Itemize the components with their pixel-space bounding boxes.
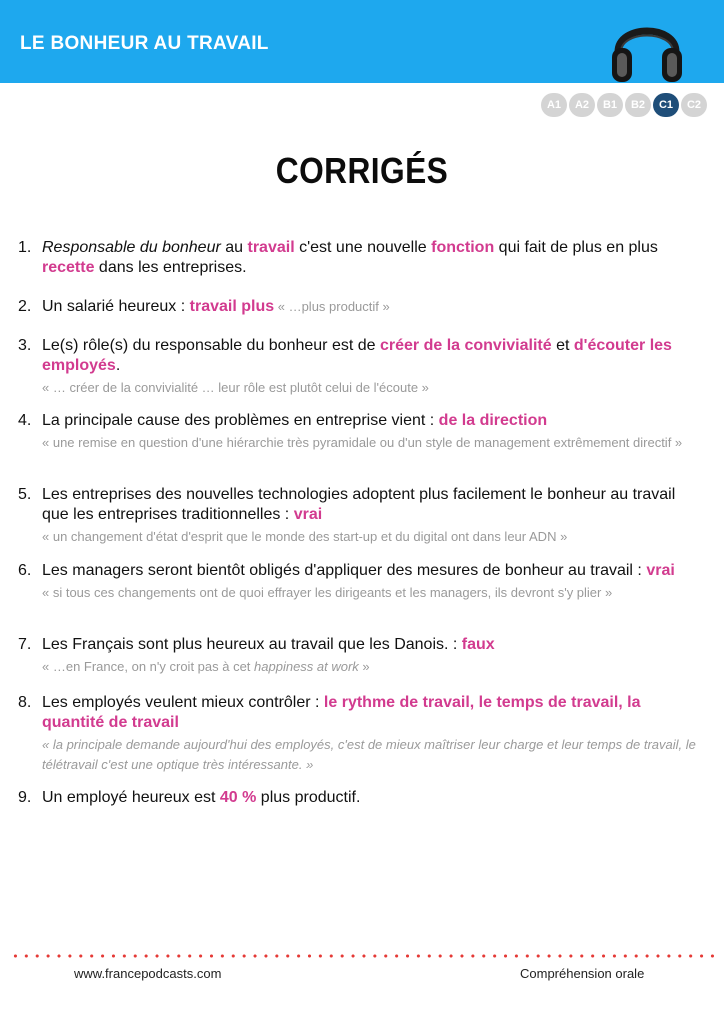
headphones-icon <box>608 8 686 86</box>
footer-section: Compréhension orale <box>520 966 645 981</box>
item-number: 5. <box>18 486 32 503</box>
item-text <box>42 411 706 453</box>
page-header <box>0 0 724 83</box>
item-text <box>42 788 706 808</box>
item-number: 2. <box>18 298 32 315</box>
level-badge: B1 <box>597 93 623 117</box>
level-badge: B2 <box>625 93 651 117</box>
item-text <box>42 238 706 278</box>
header-title: LE BONHEUR AU TRAVAIL <box>20 33 269 54</box>
item-text-part: Les entreprises des nouvelles technologies adoptent plus facilement le bonheur au travail que les entreprises traditionnelles : <box>42 486 676 523</box>
item-text-part: Les employés veulent mieux contrôler : <box>42 694 324 711</box>
item-text <box>42 635 706 677</box>
item-number: 8. <box>18 694 32 711</box>
level-badge: A1 <box>541 93 567 117</box>
item-text <box>42 297 706 317</box>
item-text <box>42 561 706 603</box>
quote-excerpt: « la principale demande aujourd'hui des employés, c'est de mieux maîtriser leur charge et leur temps de travail, le télétravail c'est une optique très intéressante. » <box>42 737 696 772</box>
answer-highlight: 40 % <box>219 789 257 806</box>
quote-excerpt: « … créer de la convivialité … leur rôle est plutôt celui de l'écoute » <box>42 380 429 395</box>
item-text-part: Un employé heureux est <box>42 789 220 806</box>
quote-part: » <box>358 659 370 674</box>
item-text-part: au <box>220 239 248 256</box>
quote-excerpt: « si tous ces changements ont de quoi effrayer les dirigeants et les managers, ils devront s'y plier » <box>42 585 613 600</box>
answer-highlight: vrai <box>646 562 675 579</box>
footer-divider <box>10 953 714 959</box>
answer-highlight: faux <box>461 636 495 653</box>
answer-highlight: le rythme de travail, le temps de travail, la quantité de travail <box>42 694 641 731</box>
item-text-part: Les managers seront bientôt obligés d'appliquer des mesures de bonheur au travail : <box>42 562 647 579</box>
quote-excerpt: « une remise en question d'une hiérarchie très pyramidale ou d'un style de management extrêmement directif » <box>42 435 683 450</box>
item-text-part: Responsable du bonheur <box>42 239 221 256</box>
page-title: CORRIGÉS <box>275 150 449 191</box>
answer-highlight: vrai <box>293 506 323 523</box>
answer-highlight: fonction <box>431 239 495 256</box>
item-text-part: Le(s) rôle(s) du responsable du bonheur est de <box>42 337 380 354</box>
answer-highlight: d'écouter les employés <box>42 337 672 374</box>
item-text <box>42 693 706 775</box>
item-text <box>42 485 706 547</box>
answer-highlight: de la direction <box>438 412 548 429</box>
item-number: 3. <box>18 337 32 354</box>
item-text-part: La principale cause des problèmes en entreprise vient : <box>42 412 439 429</box>
item-text-part: qui fait de plus en plus <box>494 239 658 256</box>
item-text-part: plus productif. <box>256 789 361 806</box>
footer-website: www.francepodcasts.com <box>74 966 222 981</box>
item-number: 1. <box>18 239 32 256</box>
answer-highlight: travail plus <box>189 298 275 315</box>
quote-part: « …en France, on n'y croit pas à cet <box>42 659 255 674</box>
quote-excerpt <box>42 657 706 677</box>
answer-highlight: créer de la convivialité <box>379 337 552 354</box>
level-badge: A2 <box>569 93 595 117</box>
item-text-part: et <box>551 337 574 354</box>
level-badge: C2 <box>681 93 707 117</box>
quote-excerpt: « …plus productif » <box>274 299 390 314</box>
item-text-part: . <box>115 357 121 374</box>
level-indicator <box>541 93 707 117</box>
item-text-part: Un salarié heureux : <box>42 298 190 315</box>
item-number: 6. <box>18 562 32 579</box>
level-badge-active: C1 <box>653 93 679 117</box>
item-number: 9. <box>18 789 32 806</box>
quote-part: happiness at work <box>254 659 359 674</box>
item-text-part: Les Français sont plus heureux au travail que les Danois. : <box>42 636 462 653</box>
item-number: 7. <box>18 636 32 653</box>
answer-highlight: recette <box>42 259 95 276</box>
item-text-part: dans les entreprises. <box>94 259 247 276</box>
item-text-part: c'est une nouvelle <box>294 239 432 256</box>
item-number: 4. <box>18 412 32 429</box>
answer-highlight: travail <box>247 239 295 256</box>
item-text <box>42 336 706 398</box>
quote-excerpt: « un changement d'état d'esprit que le monde des start-up et du digital ont dans leur ADN » <box>42 529 568 544</box>
